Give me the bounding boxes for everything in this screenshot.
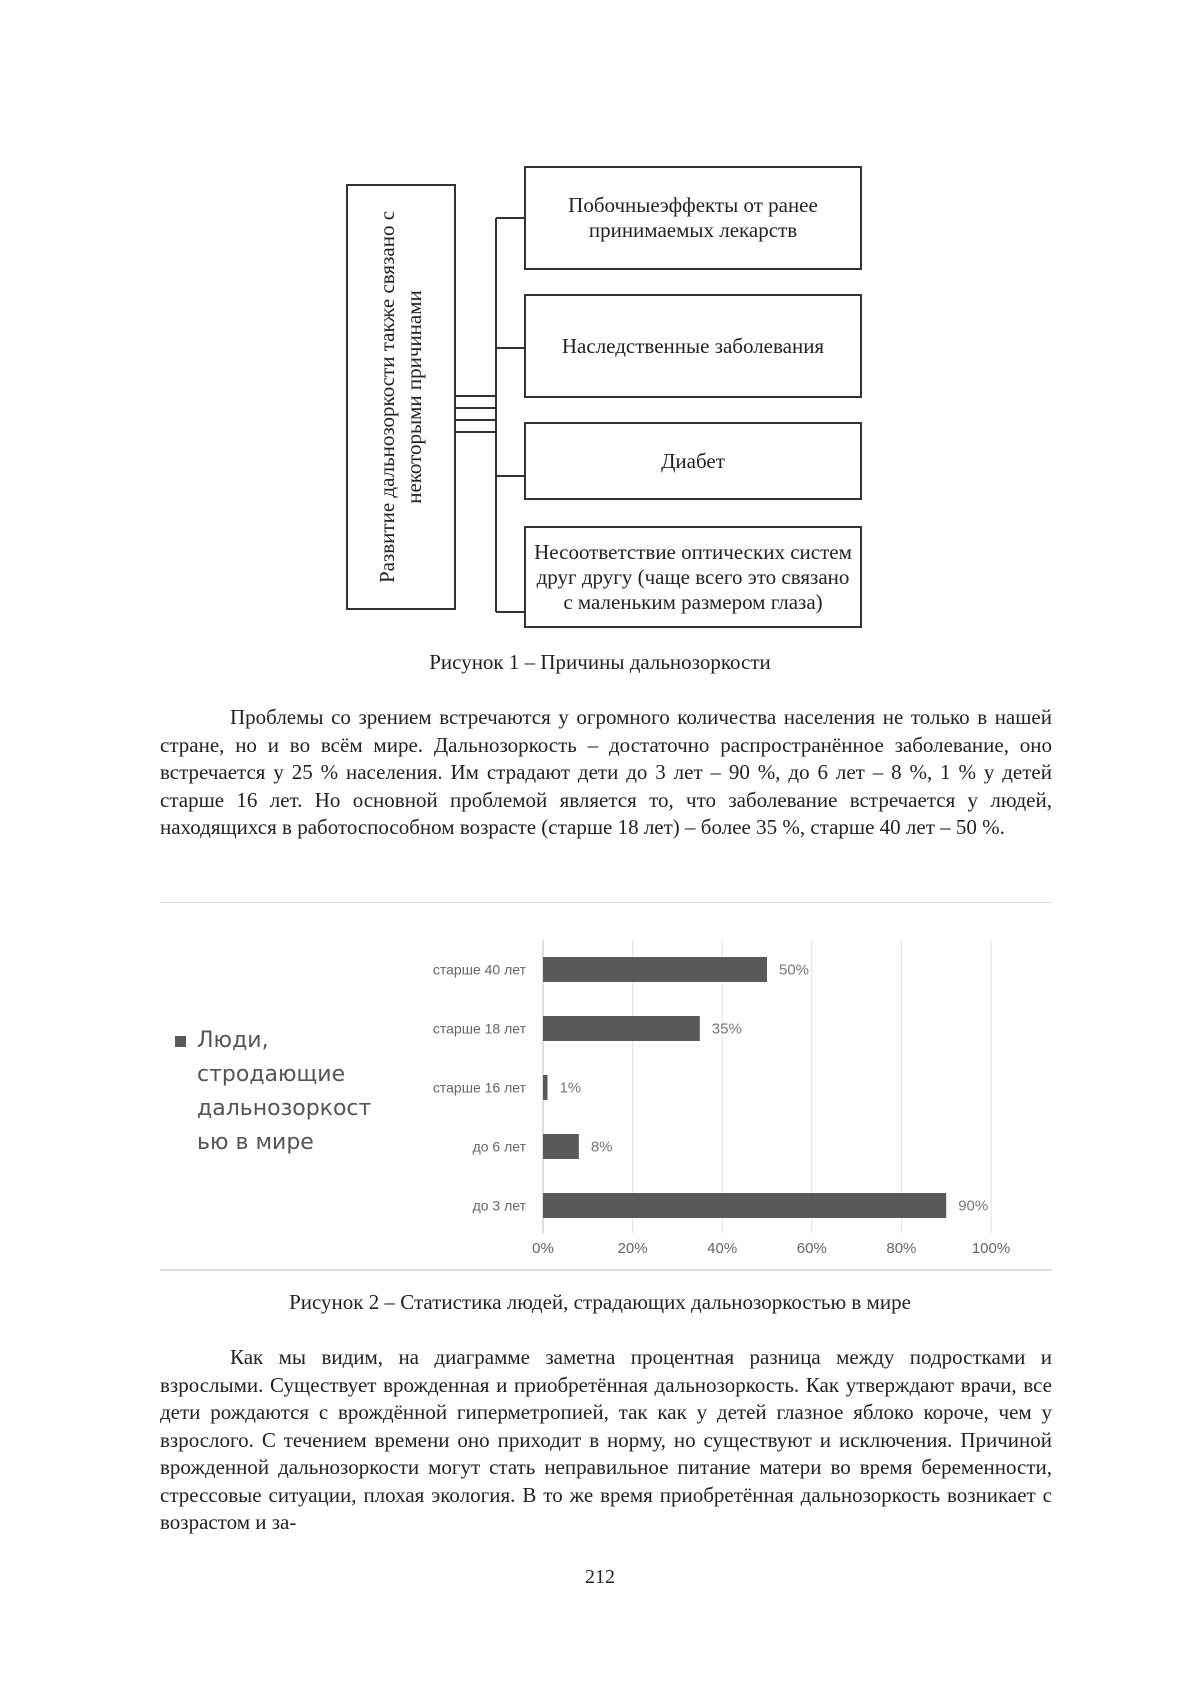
paragraph-2 [160, 1344, 1052, 1537]
bar [543, 1016, 700, 1041]
figure-2-caption: Рисунок 2 – Статистика людей, страдающих дальнозоркостью в мире [289, 1290, 911, 1314]
bar [543, 1075, 547, 1100]
cause-label: Наследственные заболевания [561, 333, 825, 358]
page-number: 212 [585, 1566, 615, 1588]
cause-label: Несоответствие оптических систем друг другу (чаще всего это связано с маленьким размером глаза) [534, 539, 852, 614]
data-label: 90% [958, 1197, 989, 1215]
x-tick-label: 20% [617, 1240, 648, 1257]
y-category-label: до 6 лет [472, 1138, 526, 1155]
x-tick-label: 0% [532, 1240, 554, 1257]
x-tick-label: 100% [971, 1240, 1011, 1257]
figure-1-caption: Рисунок 1 – Причины дальнозоркости [429, 650, 771, 674]
legend-label: Люди, стродающие дальнозоркост ью в мире [197, 1028, 372, 1155]
y-category-label: до 3 лет [472, 1197, 526, 1214]
bar [543, 957, 767, 982]
x-tick-label: 80% [886, 1240, 917, 1257]
data-label: 35% [711, 1020, 742, 1038]
x-tick-label: 40% [707, 1240, 738, 1257]
paragraph-1-text: Проблемы со зрением встречаются у огромного количества населения не только в нашей стране, но и во всём мире. Дальнозоркость – достаточно распространённое заболевание, оно встречается у 25 % населения. Им страдают дети до 3 лет – 90 %, до 6 лет – 8 %, 1 % у детей старше 16 лет. Но основной проблемой является то, что заболевание встречается у людей, находящихся в работоспособном возрасте (старше 18 лет) – более 35 %, старше 40 лет – 50 %. [160, 705, 1052, 839]
y-category-label: старше 40 лет [432, 961, 526, 978]
data-label: 8% [590, 1138, 613, 1156]
x-tick-label: 60% [796, 1240, 827, 1257]
bar [543, 1193, 946, 1218]
paragraph-2-text: Как мы видим, на диаграмме заметна процентная разница между подростками и взрослыми. Существует врожденная и приобретённая дальнозоркость. Как утверждают врачи, все дети рождаются с врождённой гиперметропией, так как у детей глазное яблоко короче, чем у взрослого. С течением времени оно приходит в норму, но существуют и исключения. Причиной врожденной дальнозоркости могут стать неправильное питание матери во время беременности, стрессовые ситуации, плохая экология. В то же время приобретённая дальнозоркость возникает с возрастом и за- [160, 1345, 1052, 1534]
data-label: 50% [779, 961, 810, 979]
data-label: 1% [559, 1079, 582, 1097]
cause-label: Диабет [661, 448, 725, 473]
cause-label: Побочныеэффекты от ранее принимаемых лекарств [568, 193, 818, 242]
y-category-label: старше 16 лет [432, 1079, 526, 1096]
main-cause-text: Развитие дальнозоркости также связано с некоторыми причинами [375, 210, 426, 584]
bar [543, 1134, 579, 1159]
y-category-label: старше 18 лет [432, 1020, 526, 1037]
